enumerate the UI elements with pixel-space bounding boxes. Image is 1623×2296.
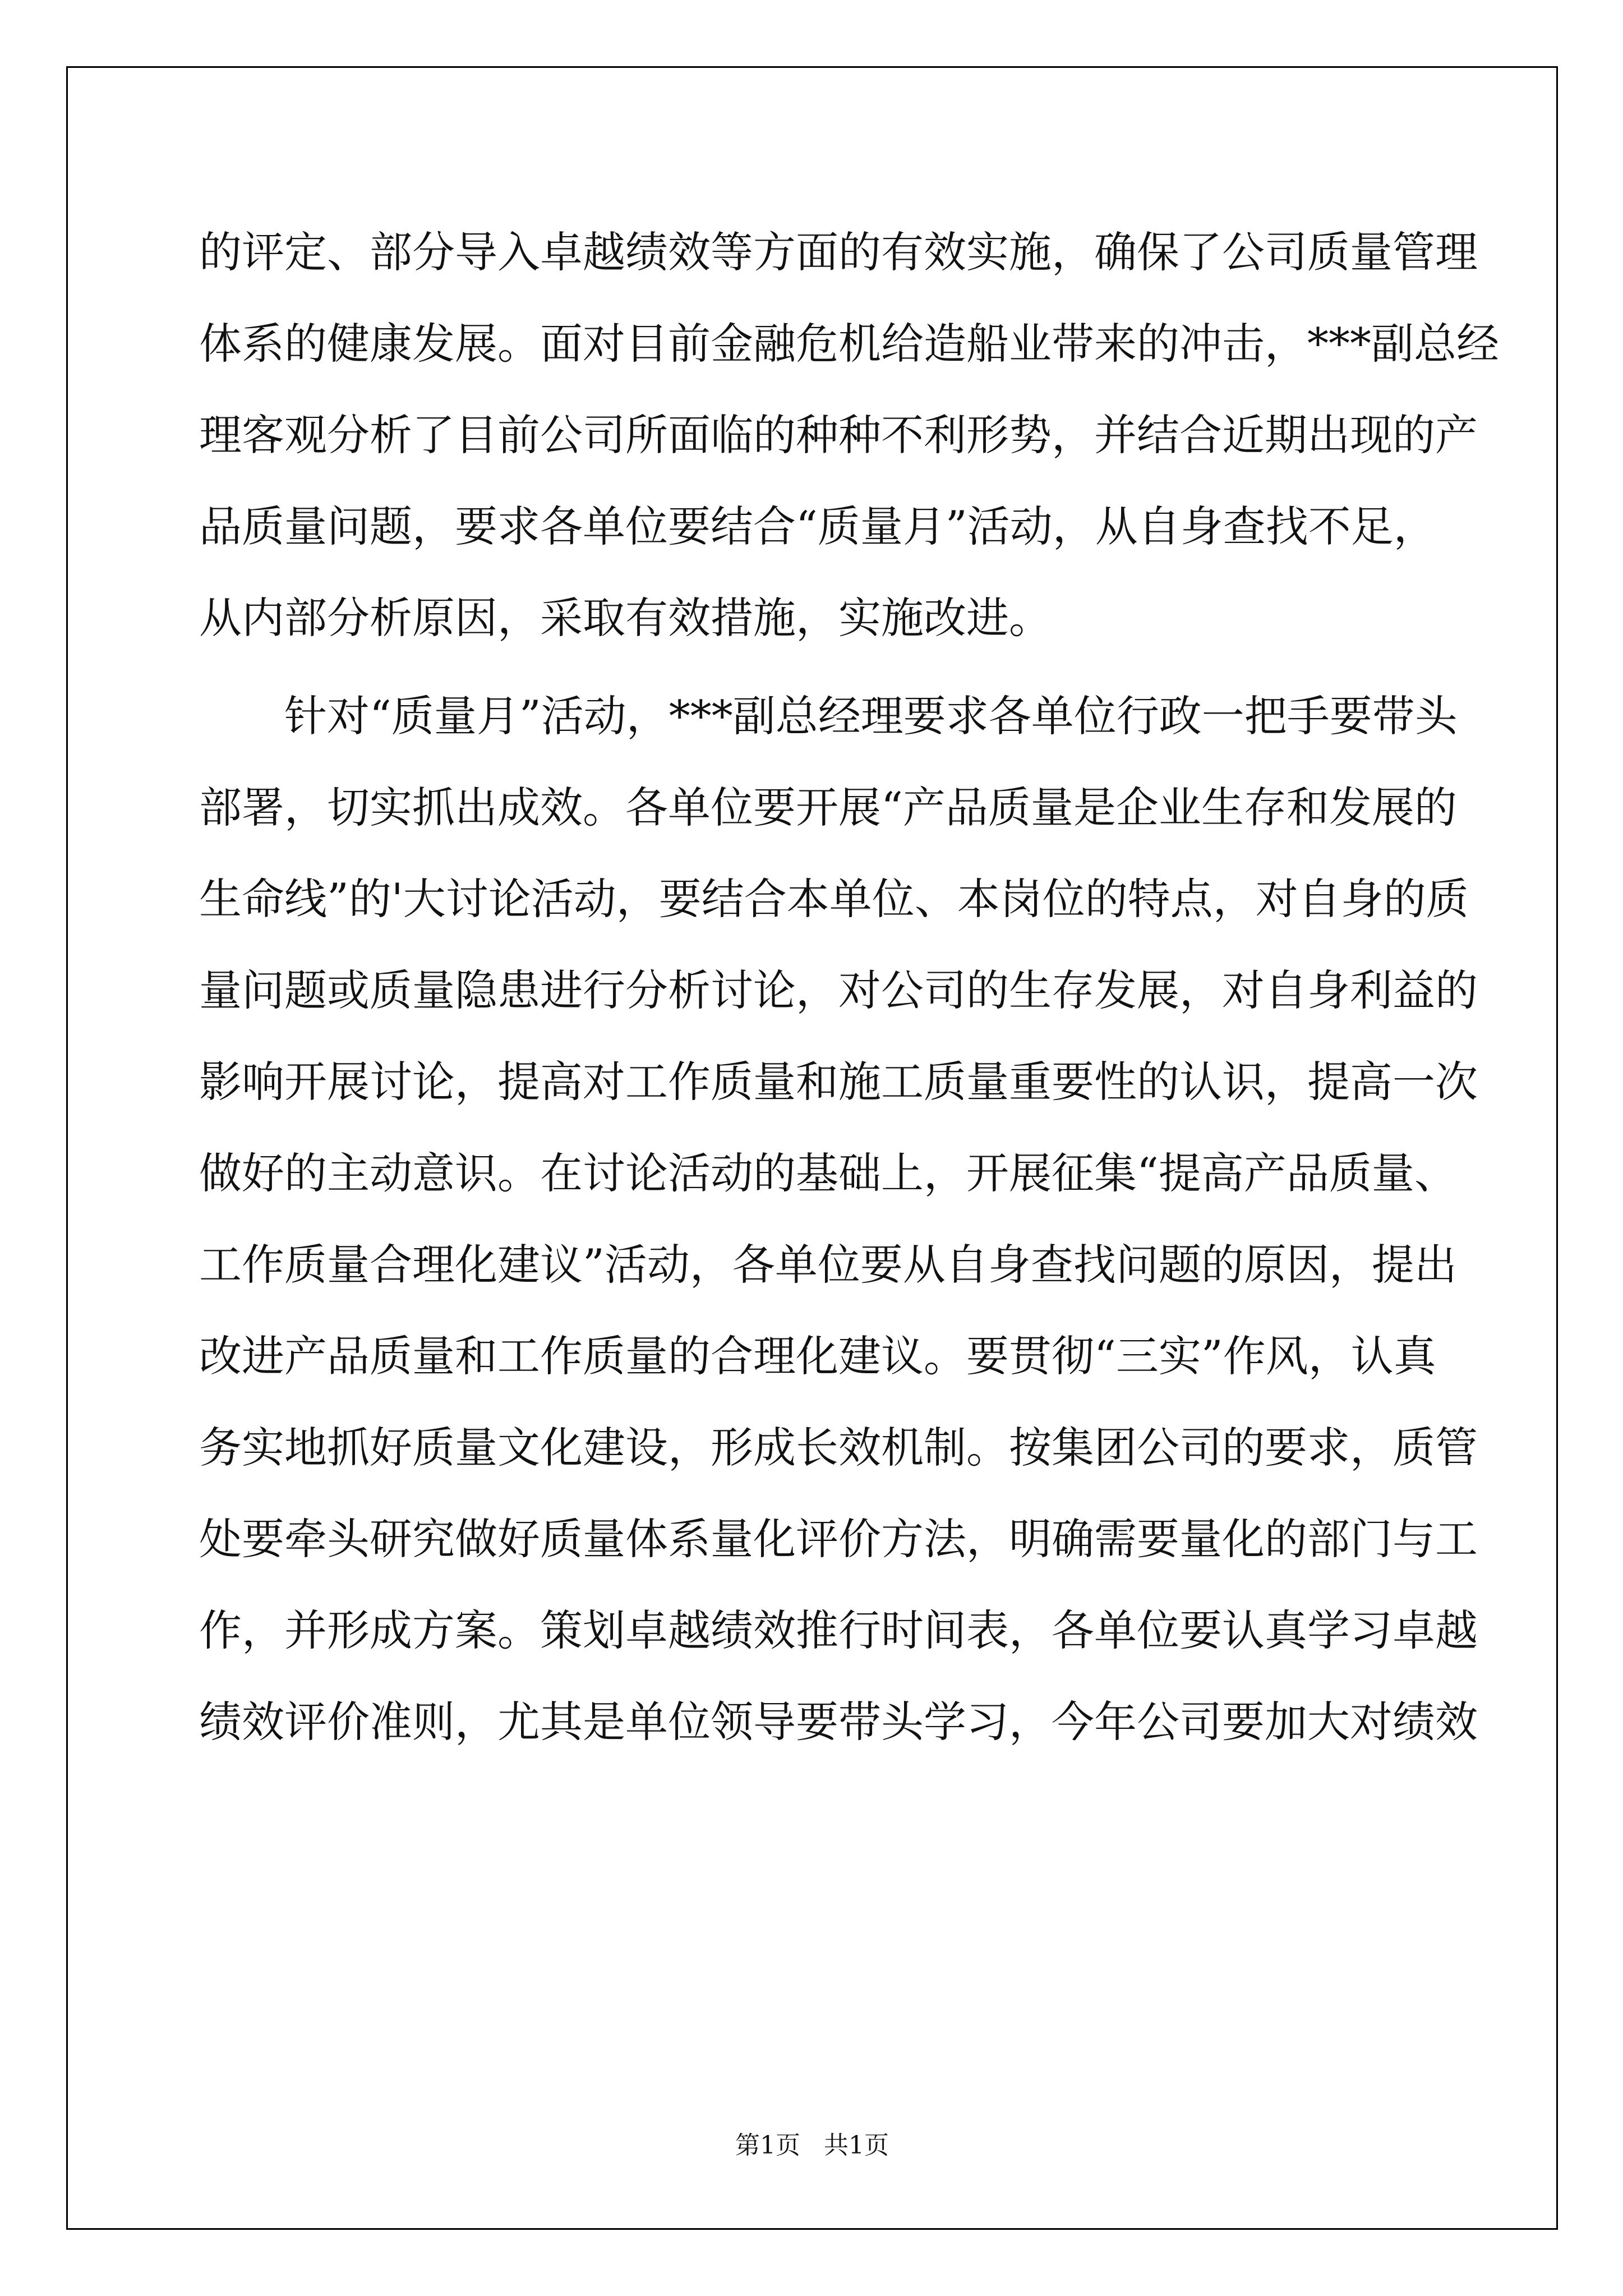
paragraph-2-line-2: 部署，切实抓出成效。各单位要开展“产品质量是企业生存和发展的: [199, 783, 1457, 832]
paragraph-2-line-3: 生命线”的'大讨论活动，要结合本单位、本岗位的特点，对自身的质: [199, 874, 1469, 924]
paragraph-2-line-7: 工作质量合理化建议”活动，各单位要从自身查找问题的原因，提出: [199, 1240, 1457, 1290]
document-body: [199, 206, 1499, 1768]
paragraph-2-line-9: 务实地抓好质量文化建设，形成长效机制。按集团公司的要求，质管: [199, 1423, 1478, 1473]
paragraph-2-line-12: 绩效评价准则，尤其是单位领导要带头学习，今年公司要加大对绩效: [199, 1697, 1478, 1747]
paragraph-2-line-5: 影响开展讨论，提高对工作质量和施工质量重要性的认识，提高一次: [199, 1057, 1478, 1107]
page-number-footer: 第1页 共1页: [735, 2131, 889, 2160]
paragraph-1-line-4: 品质量问题，要求各单位要结合“质量月”活动，从自身查找不足，: [199, 501, 1436, 551]
paragraph-1-line-3: 理客观分析了目前公司所面临的种种不利形势，并结合近期出现的产: [199, 410, 1478, 460]
paragraph-gap: [199, 664, 1424, 670]
paragraph-1-line-2: 体系的健康发展。面对目前金融危机给造船业带来的冲击，***副总经: [199, 319, 1499, 369]
paragraph-1-line-5: 从内部分析原因，采取有效措施，实施改进。: [199, 593, 1052, 643]
paragraph-2-line-4: 量问题或质量隐患进行分析讨论，对公司的生存发展，对自身利益的: [199, 965, 1478, 1015]
paragraph-2-line-8: 改进产品质量和工作质量的合理化建议。要贯彻“三实”作风，认真: [199, 1331, 1436, 1381]
paragraph-2-line-10: 处要牵头研究做好质量体系量化评价方法，明确需要量化的部门与工: [199, 1514, 1478, 1564]
paragraph-2-line-6: 做好的主动意识。在讨论活动的基础上，开展征集“提高产品质量、: [199, 1148, 1457, 1198]
paragraph-2-line-1: 针对“质量月”活动，***副总经理要求各单位行政一把手要带头: [284, 691, 1458, 741]
paragraph-1-line-1: 的评定、部分导入卓越绩效等方面的有效实施，确保了公司质量管理: [199, 227, 1478, 277]
paragraph-2-line-11: 作，并形成方案。策划卓越绩效推行时间表，各单位要认真学习卓越: [199, 1605, 1478, 1655]
